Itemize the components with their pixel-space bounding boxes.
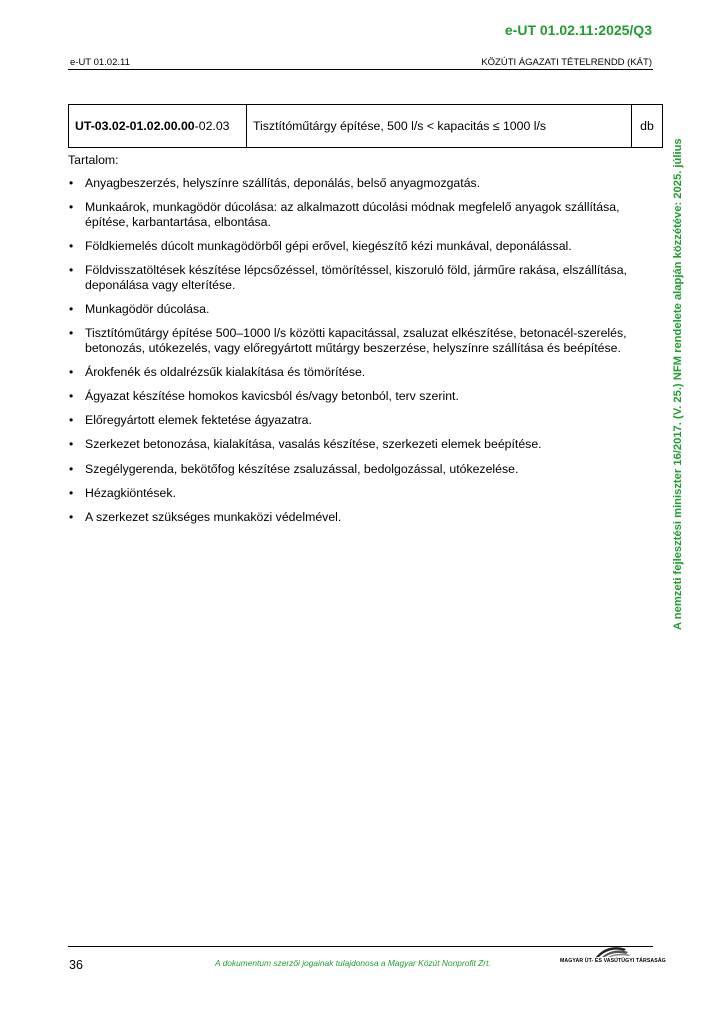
- logo-text: MAGYAR ÚT- ÉS VASÚTÜGYI TÁRSASÁG: [560, 958, 666, 964]
- list-item: • Előregyártott elemek fektetése ágyazatra.: [68, 413, 633, 428]
- document-code: e-UT 01.02.11:2025/Q3: [504, 22, 652, 38]
- list-item: • Hézagkiöntések.: [68, 486, 633, 501]
- header-left: e-UT 01.02.11: [70, 57, 130, 68]
- list-item: • Szerkezet betonozása, kialakítása, vasalás készítése, szerkezeti elemek beépítése.: [68, 437, 633, 452]
- header-right: KÖZÚTI ÁGAZATI TÉTELRENDD (KÁT): [481, 57, 652, 68]
- list-item: • Földkiemelés dúcolt munkagödörből gépi erővel, kiegészítő kézi munkával, deponálással.: [68, 239, 633, 254]
- item-code-suffix: -02.03: [194, 119, 230, 133]
- list-item: • Anyagbeszerzés, helyszínre szállítás, deponálás, belső anyagmozgatás.: [68, 176, 633, 191]
- list-item: • Ágyazat készítése homokos kavicsból és/vagy betonból, terv szerint.: [68, 389, 633, 404]
- item-row: [69, 105, 663, 148]
- list-item: • Szegélygerenda, bekötőfog készítése zsaluzással, bedolgozással, utókezelése.: [68, 462, 633, 477]
- content-list: [68, 176, 633, 534]
- item-code-bold: UT-03.02-01.02.00.00: [75, 119, 195, 133]
- item-code: [69, 105, 247, 148]
- item-unit: db: [632, 105, 663, 148]
- list-item: • A szerkezet szükséges munkaközi védelmével.: [68, 510, 633, 525]
- list-item: • Árokfenék és oldalrézsűk kialakítása és tömörítése.: [68, 365, 633, 380]
- list-item: • Munkaárok, munkagödör dúcolása: az alkalmazott dúcolási módnak megfelelő anyagok szállítása, építése, karbantartása, elbontása.: [68, 200, 633, 229]
- copyright-notice: A dokumentum szerzői jogainak tulajdonosa a Magyar Közút Nonprofit Zrt.: [215, 958, 491, 968]
- header-rule: [68, 69, 653, 70]
- list-item: • Földvisszatöltések készítése lépcsőzéssel, tömörítéssel, kiszoruló föld, járműre rakása, elszállítása, deponálása vagy elterítése.: [68, 263, 633, 292]
- logo-swoosh-icon: [560, 945, 655, 959]
- list-item: • Tisztítóműtárgy építése 500–1000 l/s közötti kapacitással, zsaluzat elkészítése, betonacél-szerelés, betonozás, utókezelés, vagy előregyártott műtárgy beszerzése, helyszínre szállítása és beépítése.: [68, 326, 633, 355]
- page-number: 36: [69, 958, 83, 972]
- list-item: • Munkagödör dúcolása.: [68, 302, 633, 317]
- logo: [560, 945, 666, 975]
- item-description: Tisztítóműtárgy építése, 500 l/s < kapacitás ≤ 1000 l/s: [247, 105, 632, 148]
- content-title: Tartalom:: [68, 153, 119, 167]
- side-publication-note: A nemzeti fejlesztési miniszter 16/2017. (V. 25.) NFM rendelete alapján közzétéve: 2025. július: [672, 138, 684, 630]
- item-table: [68, 104, 663, 148]
